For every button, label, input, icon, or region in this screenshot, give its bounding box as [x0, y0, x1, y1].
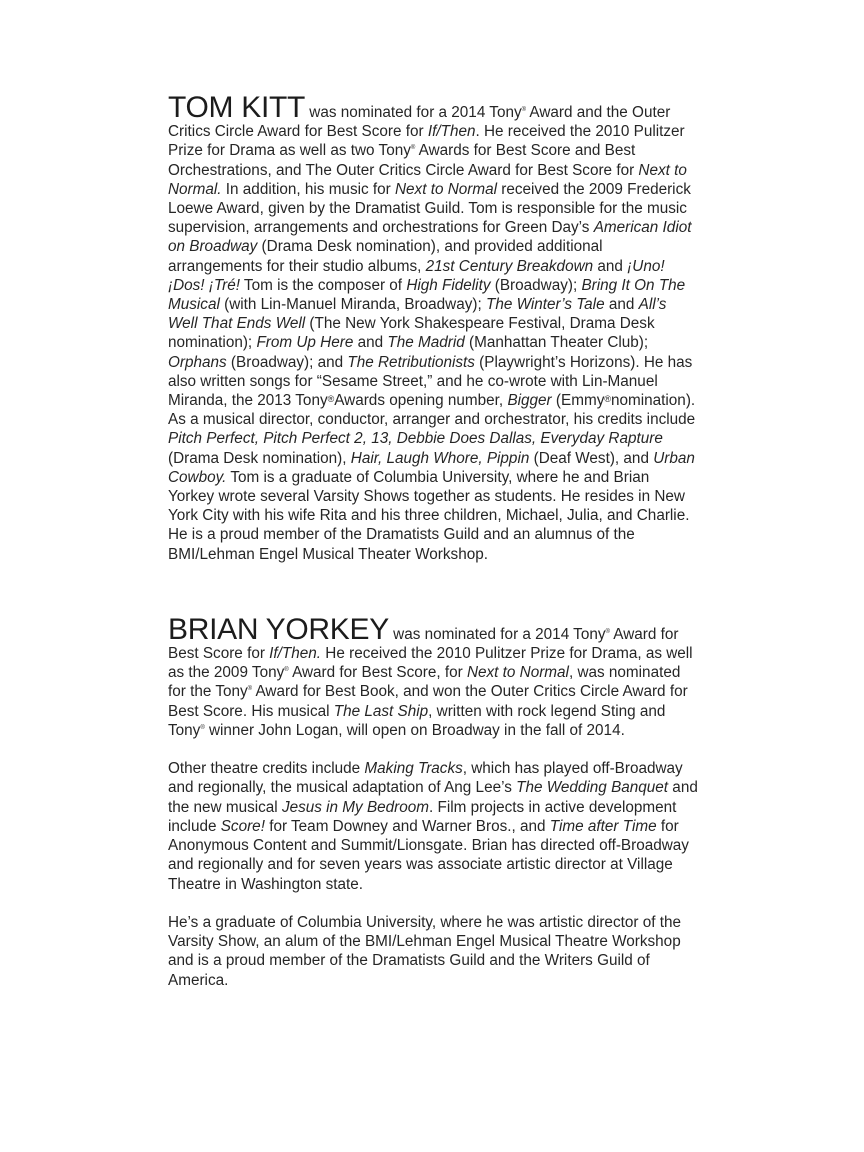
bio-page [168, 91, 698, 990]
bio-text: and the new musical [168, 779, 698, 816]
brian-yorkey-bio [168, 612, 698, 990]
bio-text: Award and the Outer Critics Circle Award for Best Score for [168, 104, 671, 141]
title-italic: High Fidelity [406, 276, 491, 294]
registered-mark: ® [410, 145, 416, 152]
tom-kitt-bio [168, 91, 698, 564]
bio-text: , was nominated for the Tony [168, 664, 681, 701]
title-italic: Time after Time [549, 817, 657, 835]
bio-text: (Broadway); [490, 276, 582, 294]
bio-text: for Anonymous Content and Summit/Lionsgate. Brian has directed off-Broadway and regionally and for seven years was associate artistic director at Village Theatre in Washington state. [168, 817, 689, 893]
bio-text: (The New York Shakespeare Festival, Drama Desk nomination); [168, 315, 655, 352]
bio-text: for Team Downey and Warner Bros., and [264, 817, 550, 835]
bio-text: (Emmy [551, 392, 605, 410]
title-italic: All’s Well That Ends Well [168, 296, 667, 333]
title-italic: Hair, Laugh Whore, Pippin [350, 449, 530, 467]
title-italic: The Retributionists [347, 353, 475, 371]
bio-text: Award for Best Score for [168, 625, 679, 663]
bio-text: (Drama Desk nomination), [168, 449, 351, 467]
bio-text: Awards opening number, [334, 392, 508, 410]
brian-yorkey-name: BRIAN YORKEY [168, 612, 389, 646]
paragraph-spacer [168, 894, 698, 913]
title-italic: ¡Uno! ¡Dos! ¡Tré! [168, 257, 665, 294]
brian-yorkey-para-2 [168, 759, 698, 893]
bio-text: winner John Logan, will open on Broadway in the fall of 2014. [204, 721, 625, 739]
bio-text: (Manhattan Theater Club); [464, 334, 649, 352]
registered-mark: ® [604, 394, 611, 405]
title-italic: Bigger [507, 392, 552, 410]
brian-yorkey-para-3 [168, 913, 698, 990]
bio-text: (Drama Desk nomination), and provided additional arrangements for their studio albums, [168, 238, 603, 275]
bio-text: Award for Best Score, for [288, 664, 467, 682]
bio-text: and [604, 296, 639, 314]
bio-text: (Deaf West), and [529, 449, 654, 467]
section-spacer [168, 564, 698, 620]
title-italic: Orphans [168, 353, 227, 371]
title-italic: Next to Normal [395, 180, 498, 198]
registered-mark: ® [521, 107, 527, 113]
title-italic: The Last Ship [333, 702, 429, 720]
title-italic: From Up Here [256, 334, 354, 352]
title-italic: Score! [220, 817, 265, 835]
bio-text: and [353, 334, 388, 352]
title-italic: Next to Normal. [168, 161, 687, 198]
bio-text: (Playwright’s Horizons). He has also written songs for “Sesame Street,” and he co-wrote with Lin-Manuel Miranda, the 2013 Tony [168, 353, 693, 410]
title-italic: The Winter’s Tale [485, 296, 605, 314]
paragraph-spacer [168, 740, 698, 759]
bio-text: nomination). As a musical director, conductor, arranger and orchestrator, his credits include [168, 392, 696, 429]
bio-text: was nominated for a 2014 Tony [305, 104, 522, 121]
registered-mark: ® [247, 686, 253, 693]
bio-text: . Film projects in active development include [168, 798, 677, 835]
bio-text: was nominated for a 2014 Tony [388, 625, 606, 643]
title-italic: Urban Cowboy. [168, 449, 695, 486]
title-italic: Making Tracks [364, 760, 463, 778]
title-italic: If/Then. [269, 645, 322, 663]
title-italic: The Wedding Banquet [516, 779, 669, 797]
registered-mark: ® [284, 667, 289, 674]
bio-text: . He received the 2010 Pulitzer Prize for Drama as well as two Tony [168, 123, 685, 160]
bio-text: He received the 2010 Pulitzer Prize for Drama, as well as the 2009 Tony [168, 645, 693, 682]
title-italic: Bring It On The Musical [168, 276, 686, 314]
bio-text: Award for Best Book, and won the Outer Critics Circle Award for Best Score. His musical [168, 683, 688, 720]
bio-text: Awards for Best Score and Best Orchestrations, and The Outer Critics Circle Award for Best Score for [168, 142, 639, 179]
bio-text: Tom is a graduate of Columbia University, where he and Brian Yorkey wrote several Varsity Shows together as students. He resides in New York City with his wife Rita and his three children, Michael, Julia, and Charlie. He is a proud member of the Dramatists Guild and an alumnus of the BMI/Lehman Engel Musical Theater Workshop. [168, 468, 690, 563]
title-italic: Jesus in My Bedroom [281, 798, 430, 816]
bio-text: Other theatre credits include [168, 760, 365, 778]
registered-mark: ® [327, 394, 335, 405]
title-italic: 21st Century Breakdown [425, 257, 594, 275]
title-italic: American Idiot on Broadway [168, 219, 692, 256]
bio-text: (Broadway); and [226, 353, 348, 371]
bio-text: He’s a graduate of Columbia University, where he was artistic director of the Varsity Show, an alum of the BMI/Lehman Engel Musical Theatre Workshop and is a proud member of the Dramatists Guild and the Writers Guild of America. [168, 913, 681, 989]
bio-text: Tom is the composer of [239, 276, 407, 294]
title-italic: The Madrid [387, 334, 465, 352]
title-italic: Next to Normal [466, 664, 569, 682]
bio-text: , written with rock legend Sting and Tony [168, 702, 666, 739]
bio-text: received the 2009 Frederick Loewe Award, given by the Dramatist Guild. Tom is responsible for the music supervision, arrangements and orchestrations for Green Day’s [168, 180, 691, 237]
title-italic: Pitch Perfect, Pitch Perfect 2, 13, Debbie Does Dallas, Everyday Rapture [168, 430, 663, 448]
bio-text: In addition, his music for [221, 180, 395, 198]
tom-kitt-name: TOM KITT [168, 91, 306, 124]
title-italic: If/Then [427, 123, 476, 141]
bio-text: (with Lin-Manuel Miranda, Broadway); [219, 296, 486, 314]
registered-mark: ® [200, 724, 205, 731]
brian-yorkey-para-1 [168, 612, 698, 740]
bio-text: , which has played off-Broadway and regionally, the musical adaptation of Ang Lee’s [168, 760, 683, 797]
registered-mark: ® [605, 628, 610, 635]
bio-text: and [593, 257, 628, 275]
